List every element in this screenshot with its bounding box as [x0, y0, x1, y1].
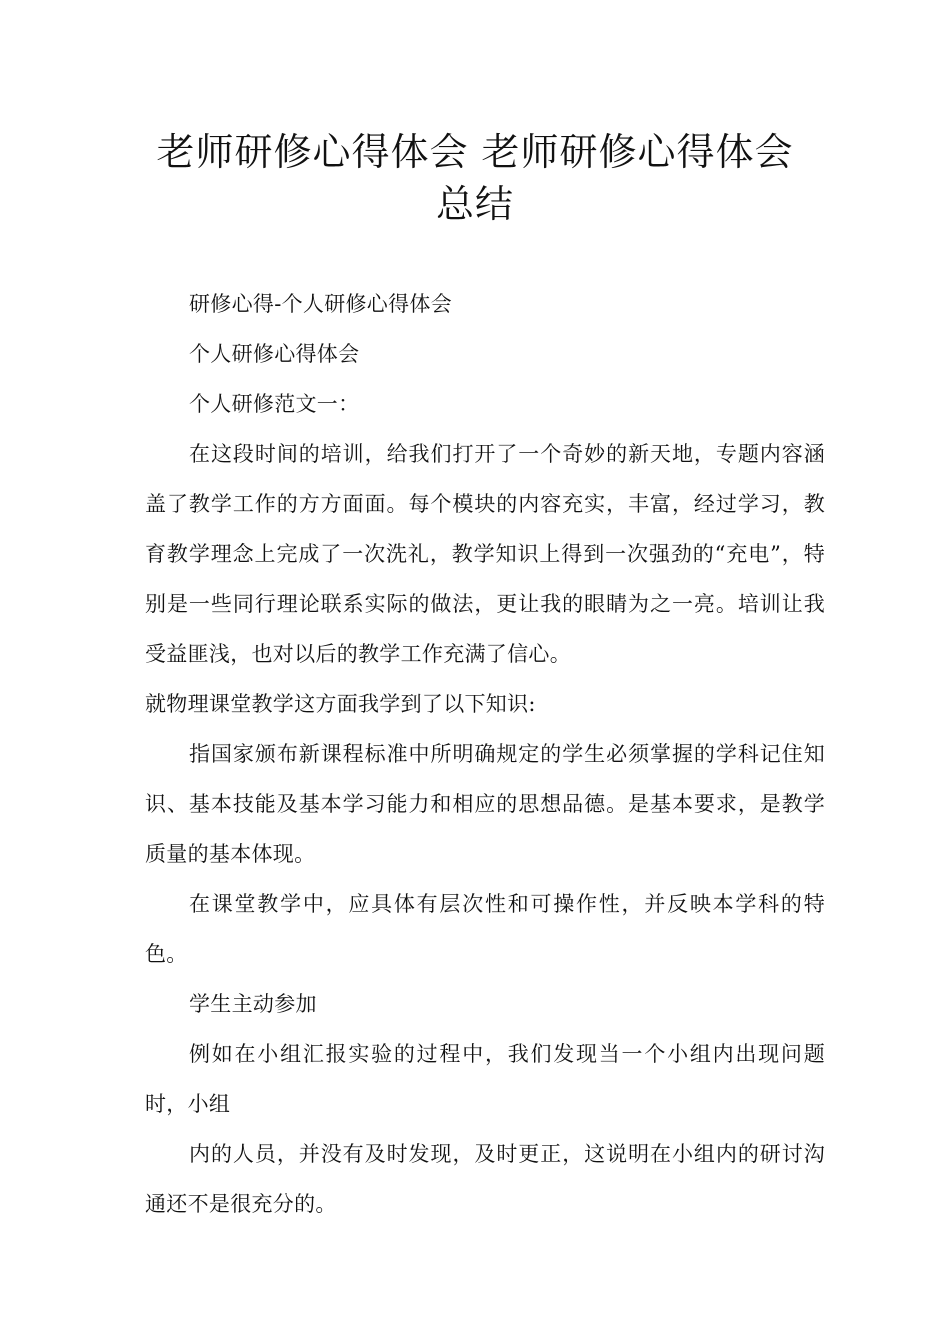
title-line-1: 老师研修心得体会 老师研修心得体会 — [156, 130, 794, 174]
paragraph-participation: 学生主动参加 — [189, 992, 317, 1016]
paragraph-classroom: 在课堂教学中，应具体有层次性和可操作性，并反映本学科的特色。 — [145, 892, 825, 966]
paragraph-group-example: 例如在小组汇报实验的过程中，我们发现当一个小组内出现问题时，小组 — [145, 1042, 825, 1116]
paragraph-curriculum: 指国家颁布新课程标准中所明确规定的学生必须掌握的学科记住知识、基本技能及基本学习能力和相应的思想品德。是基本要求，是教学质量的基本体现。 — [145, 742, 825, 866]
paragraph-training: 在这段时间的培训，给我们打开了一个奇妙的新天地，专题内容涵盖了教学工作的方方面面。每个模块的内容充实，丰富，经过学习，教育教学理念上完成了一次洗礼，教学知识上得到一次强劲的“充电”，特别是一些同行理论联系实际的做法，更让我的眼睛为之一亮。培训让我受益匪浅，也对以后的教学工作充满了信心。 — [145, 442, 825, 666]
paragraph-heading: 个人研修心得体会 — [189, 342, 360, 366]
paragraph-subtitle: 研修心得-个人研修心得体会 — [189, 292, 452, 316]
document-body — [145, 279, 825, 1229]
title-line-2: 总结 — [435, 182, 514, 226]
paragraph-group-conclusion: 内的人员，并没有及时发现，及时更正，这说明在小组内的研讨沟通还不是很充分的。 — [145, 1142, 825, 1216]
paragraph-sample-label: 个人研修范文一： — [189, 392, 360, 416]
document-title — [95, 126, 855, 230]
paragraph-physics-intro: 就物理课堂教学这方面我学到了以下知识: — [145, 692, 536, 716]
